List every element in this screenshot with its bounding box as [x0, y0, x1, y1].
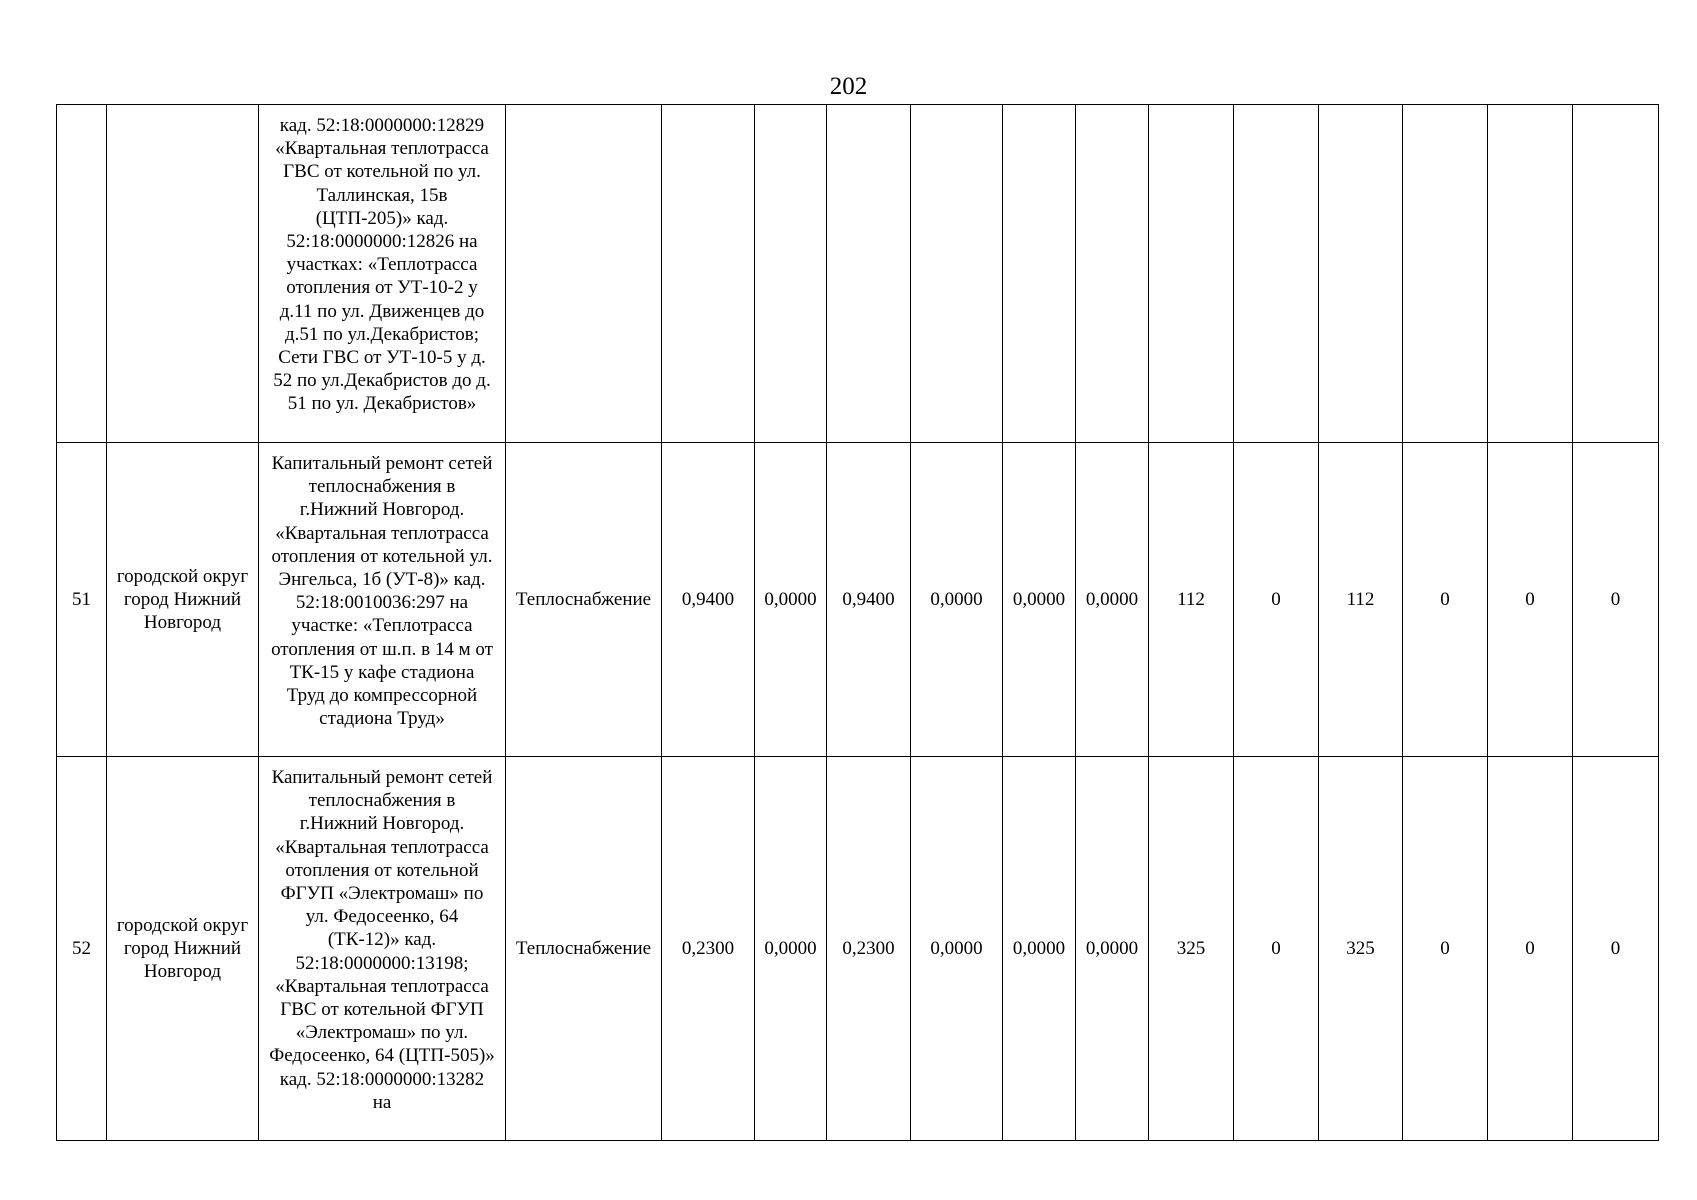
value-cell-11: 0 [1488, 443, 1573, 757]
value-cell-10: 0 [1403, 757, 1488, 1141]
value-cell-8: 0 [1234, 757, 1319, 1141]
description-cell: Капитальный ремонт сетей теплоснабжения в г.Нижний Новгород. «Квартальная теплотрасса отопления от котельной ФГУП «Электромаш» по ул. Федосеенко, 64 (ТК-12)» кад. 52:18:0000000:13198; «Квартальная теплотрасса ГВС от котельной ФГУП «Электромаш» по ул. Федосеенко, 64 (ЦТП-505)» кад. 52:18:0000000:13282 на [259, 757, 506, 1141]
value-cell-8: 0 [1234, 443, 1319, 757]
table-row [57, 757, 1659, 1141]
value-cell-3: 0,2300 [827, 757, 911, 1141]
value-cell-4: 0,0000 [911, 757, 1003, 1141]
value-cell-7: 325 [1149, 757, 1234, 1141]
value-cell-5: 0,0000 [1003, 443, 1076, 757]
value-cell-12 [1573, 105, 1659, 443]
value-cell-9 [1319, 105, 1403, 443]
value-cell-9: 325 [1319, 757, 1403, 1141]
municipality-cell: городской округ город Нижний Новгород [107, 757, 259, 1141]
value-cell-4 [911, 105, 1003, 443]
page-number: 202 [829, 73, 868, 100]
value-cell-5 [1003, 105, 1076, 443]
municipality-cell: городской округ город Нижний Новгород [107, 443, 259, 757]
value-cell-3 [827, 105, 911, 443]
value-cell-10: 0 [1403, 443, 1488, 757]
value-cell-1: 0,9400 [662, 443, 755, 757]
value-cell-11: 0 [1488, 757, 1573, 1141]
utility-cell: Теплоснабжение [506, 757, 662, 1141]
value-cell-1 [662, 105, 755, 443]
value-cell-6: 0,0000 [1076, 757, 1149, 1141]
value-cell-6 [1076, 105, 1149, 443]
table-row [57, 443, 1659, 757]
value-cell-7 [1149, 105, 1234, 443]
value-cell-9: 112 [1319, 443, 1403, 757]
description-cell: Капитальный ремонт сетей теплоснабжения в г.Нижний Новгород. «Квартальная теплотрасса отопления от котельной ул. Энгельса, 1б (УТ-8)» кад. 52:18:0010036:297 на участке: «Теплотрасса отопления от ш.п. в 14 м от ТК-15 у кафе стадиона Труд до компрессорной стадиона Труд» [259, 443, 506, 757]
utility-cell [506, 105, 662, 443]
data-table [56, 104, 1659, 1141]
value-cell-11 [1488, 105, 1573, 443]
value-cell-7: 112 [1149, 443, 1234, 757]
value-cell-2: 0,0000 [755, 443, 827, 757]
row-number [57, 105, 107, 443]
value-cell-1: 0,2300 [662, 757, 755, 1141]
value-cell-8 [1234, 105, 1319, 443]
value-cell-10 [1403, 105, 1488, 443]
value-cell-3: 0,9400 [827, 443, 911, 757]
value-cell-5: 0,0000 [1003, 757, 1076, 1141]
value-cell-12: 0 [1573, 443, 1659, 757]
municipality-cell [107, 105, 259, 443]
utility-cell: Теплоснабжение [506, 443, 662, 757]
table-row [57, 105, 1659, 443]
description-cell: кад. 52:18:0000000:12829 «Квартальная теплотрасса ГВС от котельной по ул. Таллинская, 15в (ЦТП-205)» кад. 52:18:0000000:12826 на участках: «Теплотрасса отопления от УТ-10-2 у д.11 по ул. Движенцев до д.51 по ул.Декабристов; Сети ГВС от УТ-10-5 у д. 52 по ул.Декабристов до д. 51 по ул. Декабристов» [259, 105, 506, 443]
value-cell-2 [755, 105, 827, 443]
row-number: 51 [57, 443, 107, 757]
value-cell-4: 0,0000 [911, 443, 1003, 757]
value-cell-12: 0 [1573, 757, 1659, 1141]
row-number: 52 [57, 757, 107, 1141]
value-cell-6: 0,0000 [1076, 443, 1149, 757]
value-cell-2: 0,0000 [755, 757, 827, 1141]
